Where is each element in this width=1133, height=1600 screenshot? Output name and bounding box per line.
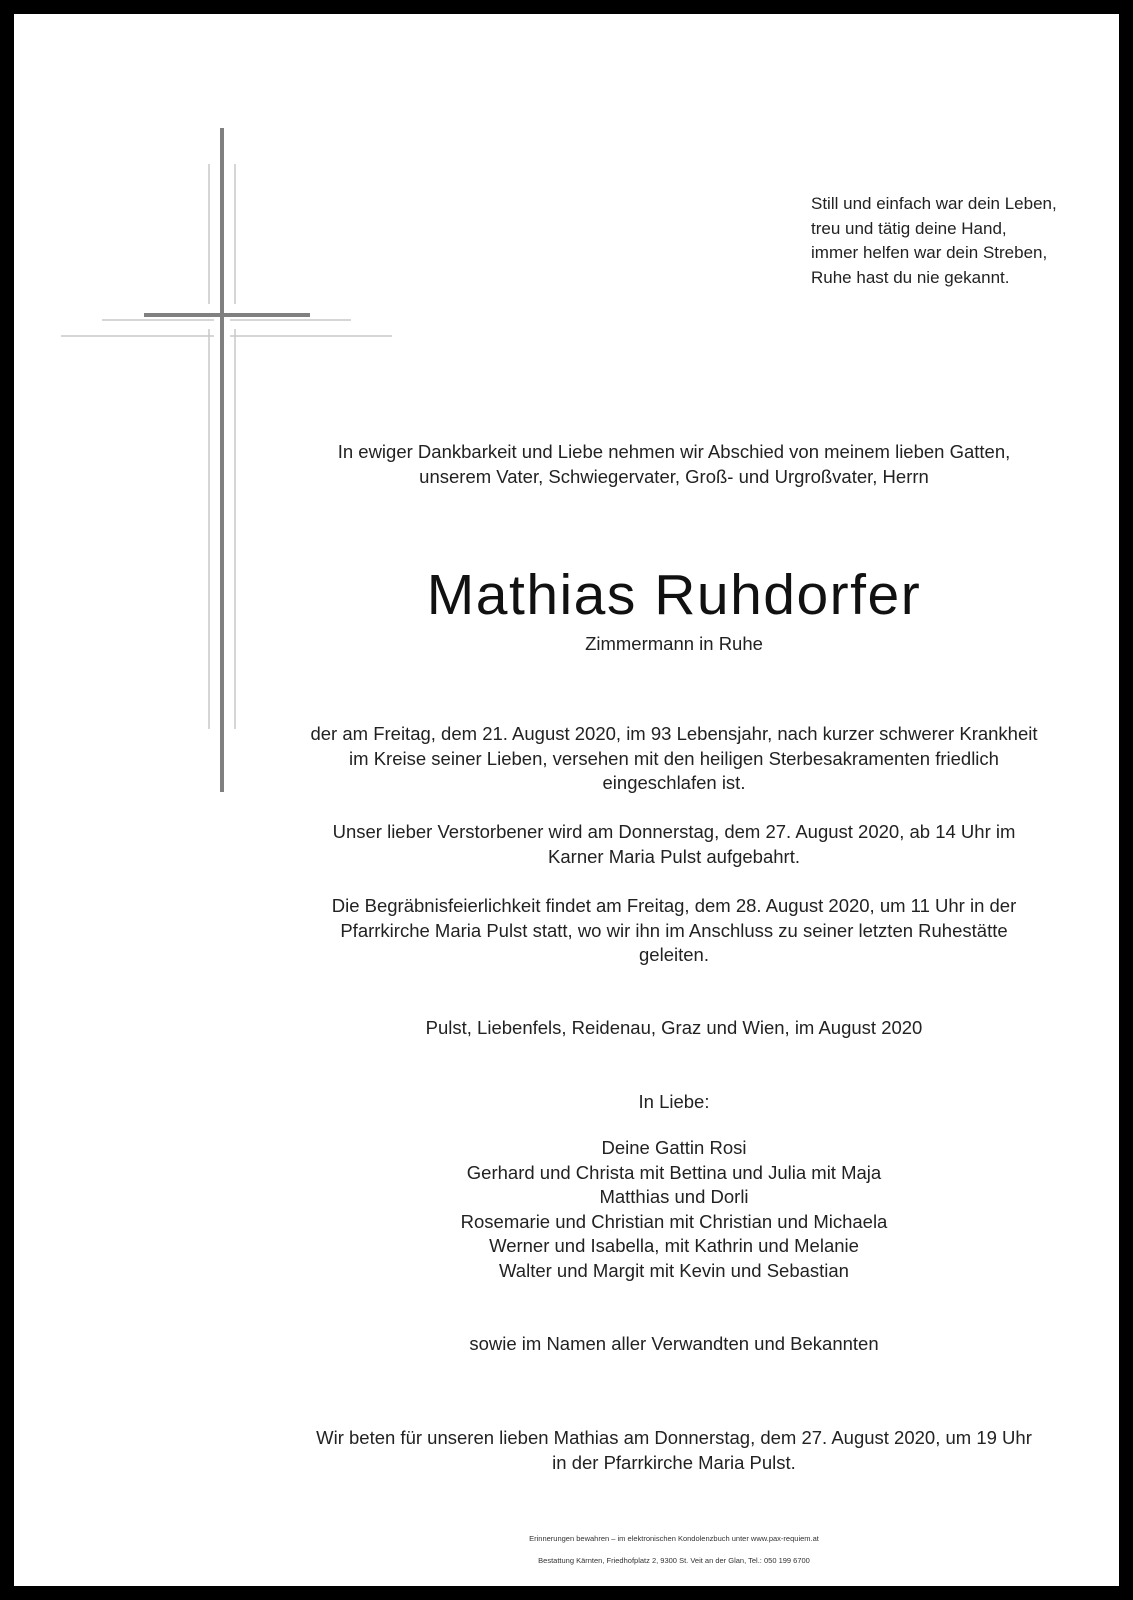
funeral-notice <box>274 894 1074 968</box>
place-date: Pulst, Liebenfels, Reidenau, Graz und Wien, im August 2020 <box>425 1017 923 1038</box>
intro-text <box>274 440 1074 489</box>
prayer-notice <box>274 1426 1074 1475</box>
family-member: Gerhard und Christa mit Bettina und Julia mit Maja <box>466 1161 882 1183</box>
poem-line: Still und einfach war dein Leben, <box>811 194 1057 213</box>
family-member: Walter und Margit mit Kevin und Sebastian <box>499 1259 849 1281</box>
death-notice-line: der am Freitag, dem 21. August 2020, im 93 Lebensjahr, nach kurzer schwerer Krankheit <box>310 723 1038 744</box>
family-member: Matthias und Dorli <box>599 1186 749 1207</box>
laying-out-notice <box>274 820 1074 869</box>
intro-line: In ewiger Dankbarkeit und Liebe nehmen wir Abschied von meinem lieben Gatten, <box>337 441 1011 462</box>
poem-line: Ruhe hast du nie gekannt. <box>811 267 1010 287</box>
deceased-name: Mathias Ruhdorfer <box>426 563 922 627</box>
prayer-line: in der Pfarrkirche Maria Pulst. <box>552 1451 796 1473</box>
footer-condolence-line: Erinnerungen bewahren – im elektronischen Kondolenzbuch unter www.pax-requiem.at <box>529 1534 819 1543</box>
family-member: Rosemarie und Christian mit Christian und Michaela <box>460 1210 888 1232</box>
deceased-occupation: Zimmermann in Ruhe <box>585 633 763 654</box>
poem <box>811 192 1057 290</box>
funeral-line: Pfarrkirche Maria Pulst statt, wo wir ihn im Anschluss zu seiner letzten Ruhestätte <box>340 919 1008 941</box>
others-line: sowie im Namen aller Verwandten und Bekannten <box>469 1333 879 1354</box>
family-member: Deine Gattin Rosi <box>601 1137 747 1158</box>
intro-line: unserem Vater, Schwiegervater, Groß- und Urgroßvater, Herrn <box>419 465 929 487</box>
family-member: Werner und Isabella, mit Kathrin und Melanie <box>489 1235 859 1256</box>
funeral-line: geleiten. <box>639 944 709 965</box>
laying-out-line: Karner Maria Pulst aufgebahrt. <box>548 845 800 867</box>
laying-out-line: Unser lieber Verstorbener wird am Donnerstag, dem 27. August 2020, ab 14 Uhr im <box>332 821 1016 842</box>
death-notice-line: eingeschlafen ist. <box>602 772 746 793</box>
footer-funeral-home-line: Bestattung Kärnten, Friedhofplatz 2, 9300 St. Veit an der Glan, Tel.: 050 199 6700 <box>538 1556 810 1565</box>
in-love-heading: In Liebe: <box>638 1091 710 1112</box>
death-notice-line: im Kreise seiner Lieben, versehen mit den heiligen Sterbesakramenten friedlich <box>349 747 999 769</box>
poem-line: immer helfen war dein Streben, <box>811 243 1048 262</box>
death-notice <box>274 722 1074 796</box>
prayer-line: Wir beten für unseren lieben Mathias am Donnerstag, dem 27. August 2020, um 19 Uhr <box>316 1427 1032 1448</box>
poem-line: treu und tätig deine Hand, <box>811 218 1007 238</box>
family-list <box>274 1136 1074 1283</box>
funeral-line: Die Begräbnisfeierlichkeit findet am Freitag, dem 28. August 2020, um 11 Uhr in der <box>331 895 1017 916</box>
